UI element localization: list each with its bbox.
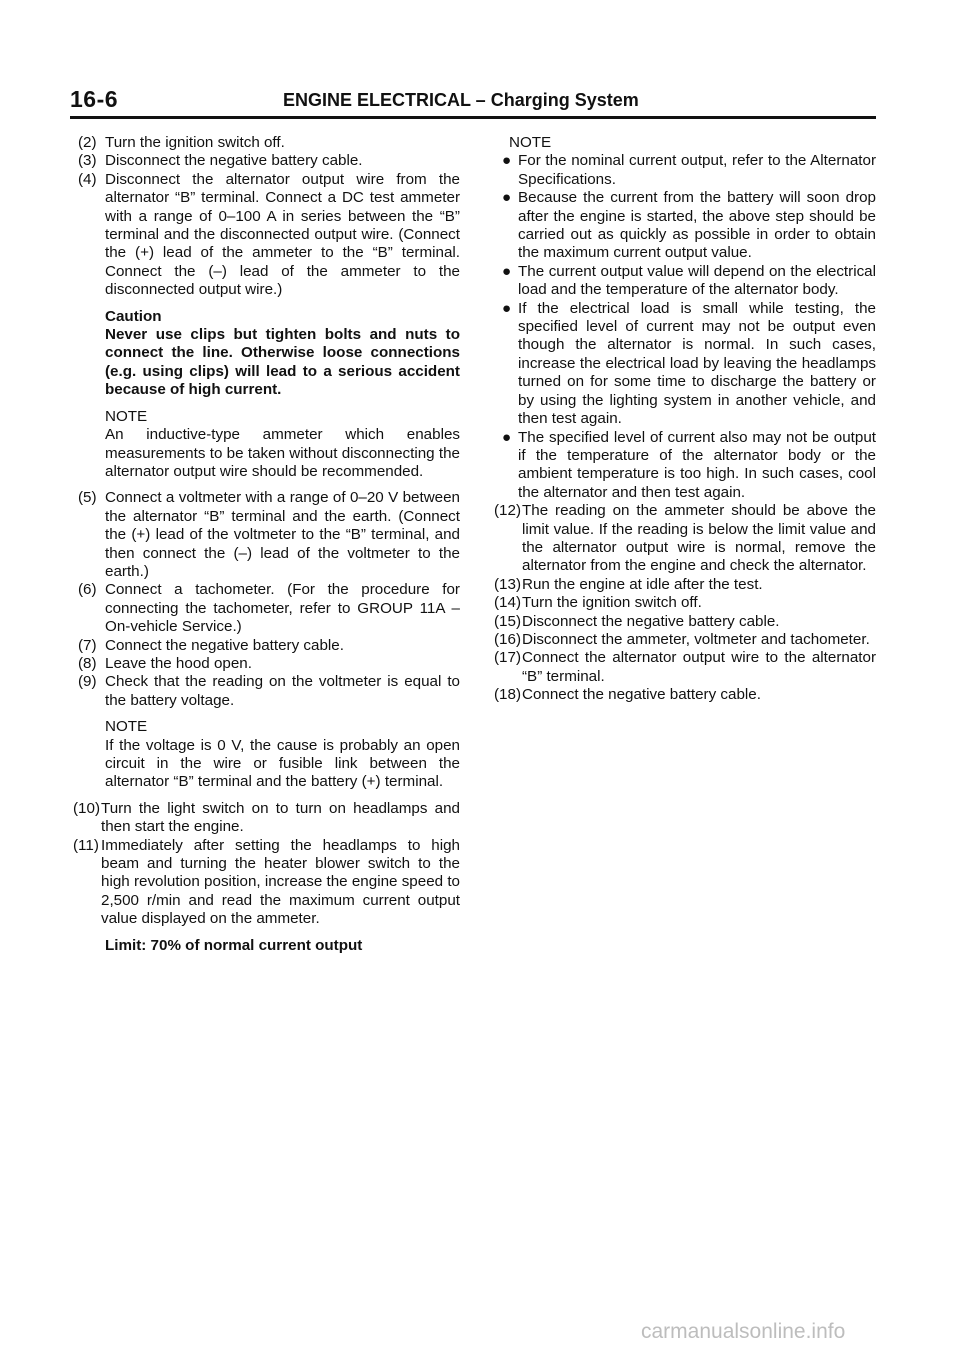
step-text: Leave the hood open. (105, 654, 252, 672)
step-text: Disconnect the negative battery cable. (522, 612, 780, 630)
step-15 (494, 613, 876, 631)
step-text: Turn the ignition switch off. (105, 134, 285, 151)
step-2 (78, 134, 460, 152)
step-number: (11) (73, 836, 99, 854)
step-text: The reading on the ammeter should be above the limit value. If the reading is below the limit value and the alternator output wire is normal, remove the alternator from the engine and check the alternator. (522, 502, 876, 575)
note-ammeter (105, 408, 460, 482)
step-number: (7) (78, 636, 97, 654)
note-text: An inductive-type ammeter which enables measurements to be taken without disconnecting the alternator output wire should be recommended. (105, 426, 460, 480)
bullet-text: The current output value will depend on the electrical load and the temperature of the alternator body. (518, 262, 876, 299)
step-number: (10) (73, 799, 101, 817)
note-bullet (494, 429, 876, 503)
step-16 (494, 631, 876, 649)
caution-title: Caution (105, 307, 162, 325)
step-18 (494, 686, 876, 704)
note-title: NOTE (105, 407, 148, 425)
step-text: Connect a tachometer. (For the procedure for connecting the tachometer, refer to GROUP 11A – On-vehicle Service.) (105, 581, 460, 636)
step-text: Turn the light switch on to turn on headlamps and then start the engine. (101, 799, 460, 836)
note-title: NOTE (105, 718, 148, 736)
step-text: Immediately after setting the headlamps to high beam and turning the heater blower switch to the high revolution position, increase the engine speed to 2,500 r/min and read the maximum current output value displayed on the ammeter. (101, 836, 460, 928)
bullet-text: For the nominal current output, refer to the Alternator Specifications. (518, 152, 876, 188)
step-number: (13) (494, 575, 522, 593)
step-3 (78, 152, 460, 170)
step-number: (18) (494, 686, 522, 704)
step-number: (14) (494, 594, 522, 612)
step-text: Turn the ignition switch off. (522, 594, 702, 612)
bullet-icon: ● (502, 189, 512, 207)
step-number: (17) (494, 649, 522, 667)
step-9 (78, 673, 460, 710)
step-number: (8) (78, 654, 97, 672)
header-rule (70, 116, 876, 119)
note-bullet (494, 189, 876, 263)
step-text: Disconnect the ammeter, voltmeter and tachometer. (522, 630, 870, 648)
step-4 (78, 171, 460, 300)
step-text: Disconnect the alternator output wire from the alternator “B” terminal. Connect a DC test ammeter with a range of 0–100 A in series between the “B” terminal and the disconnected output wire. (Connect the (+) lead of the ammeter to the “B” terminal. Connect the (–) lead of the ammeter to the disconnected output wire.) (105, 170, 460, 299)
bullet-text: The specified level of current also may not be output if the temperature of the alternator body or the ambient temperature is too high. In such cases, cool the alternator and then test again. (518, 428, 876, 501)
step-number: (9) (78, 673, 97, 691)
step-number: (3) (78, 152, 97, 170)
step-14 (494, 594, 876, 612)
step-text: Connect a voltmeter with a range of 0–20 V between the alternator “B” terminal and the earth. (Connect the (+) lead of the voltmeter to the “B” terminal, and then connect the (–) lead of the voltmeter to the earth.) (105, 489, 460, 580)
step-text: Run the engine at idle after the test. (522, 575, 763, 593)
step-13 (494, 576, 876, 594)
note-title: NOTE (509, 134, 552, 151)
note-bullet (494, 152, 876, 189)
step-text: Connect the negative battery cable. (105, 636, 344, 654)
step-number: (5) (78, 489, 97, 507)
step-8 (78, 655, 460, 673)
step-number: (6) (78, 581, 97, 599)
step-number: (16) (494, 630, 522, 648)
step-number: (4) (78, 170, 97, 188)
step-text: Check that the reading on the voltmeter is equal to the battery voltage. (105, 673, 460, 709)
caution-text: Never use clips but tighten bolts and nuts to connect the line. Otherwise loose connections (e.g. using clips) will lead to a serious accident because of high current. (105, 326, 460, 399)
bullet-icon: ● (502, 262, 512, 280)
step-7 (78, 637, 460, 655)
step-12 (494, 502, 876, 576)
step-text: Connect the negative battery cable. (522, 686, 761, 704)
step-17 (494, 649, 876, 686)
step-6 (78, 581, 460, 636)
limit-spec: Limit: 70% of normal current output (105, 936, 363, 954)
bullet-icon: ● (502, 428, 512, 446)
bullet-icon: ● (502, 152, 512, 170)
step-number: (12) (494, 502, 522, 520)
bullet-text: Because the current from the battery will soon drop after the engine is started, the above step should be carried out as quickly as possible in order to obtain the maximum current output value. (518, 189, 876, 262)
step-text: Disconnect the negative battery cable. (105, 152, 363, 170)
step-number: (15) (494, 612, 522, 630)
section-title: ENGINE ELECTRICAL – Charging System (283, 90, 639, 110)
note-bullet (494, 300, 876, 429)
step-11 (73, 836, 460, 929)
note-text: If the voltage is 0 V, the cause is probably an open circuit in the wire or fusible link between the alternator “B” terminal and the battery (+) terminal. (105, 736, 460, 791)
bullet-icon: ● (502, 299, 512, 317)
left-column (73, 134, 460, 955)
caution-box (105, 308, 460, 400)
watermark: carmanualsonline.info (641, 1320, 846, 1343)
step-text: Connect the alternator output wire to the alternator “B” terminal. (522, 649, 876, 685)
step-5 (78, 489, 460, 581)
note-voltage (105, 718, 460, 792)
step-10 (73, 799, 460, 837)
step-number: (2) (78, 134, 97, 151)
bullet-text: If the electrical load is small while testing, the specified level of current may not be output even though the alternator is normal. In such cases, increase the electrical load by leaving the headlamps turned on for some time to discharge the battery or by using the lighting system in another vehicle, and then test again. (518, 299, 876, 428)
right-column (494, 134, 876, 705)
note-bullet (494, 263, 876, 300)
page-header (70, 86, 876, 118)
page-number: 16-6 (70, 86, 119, 112)
